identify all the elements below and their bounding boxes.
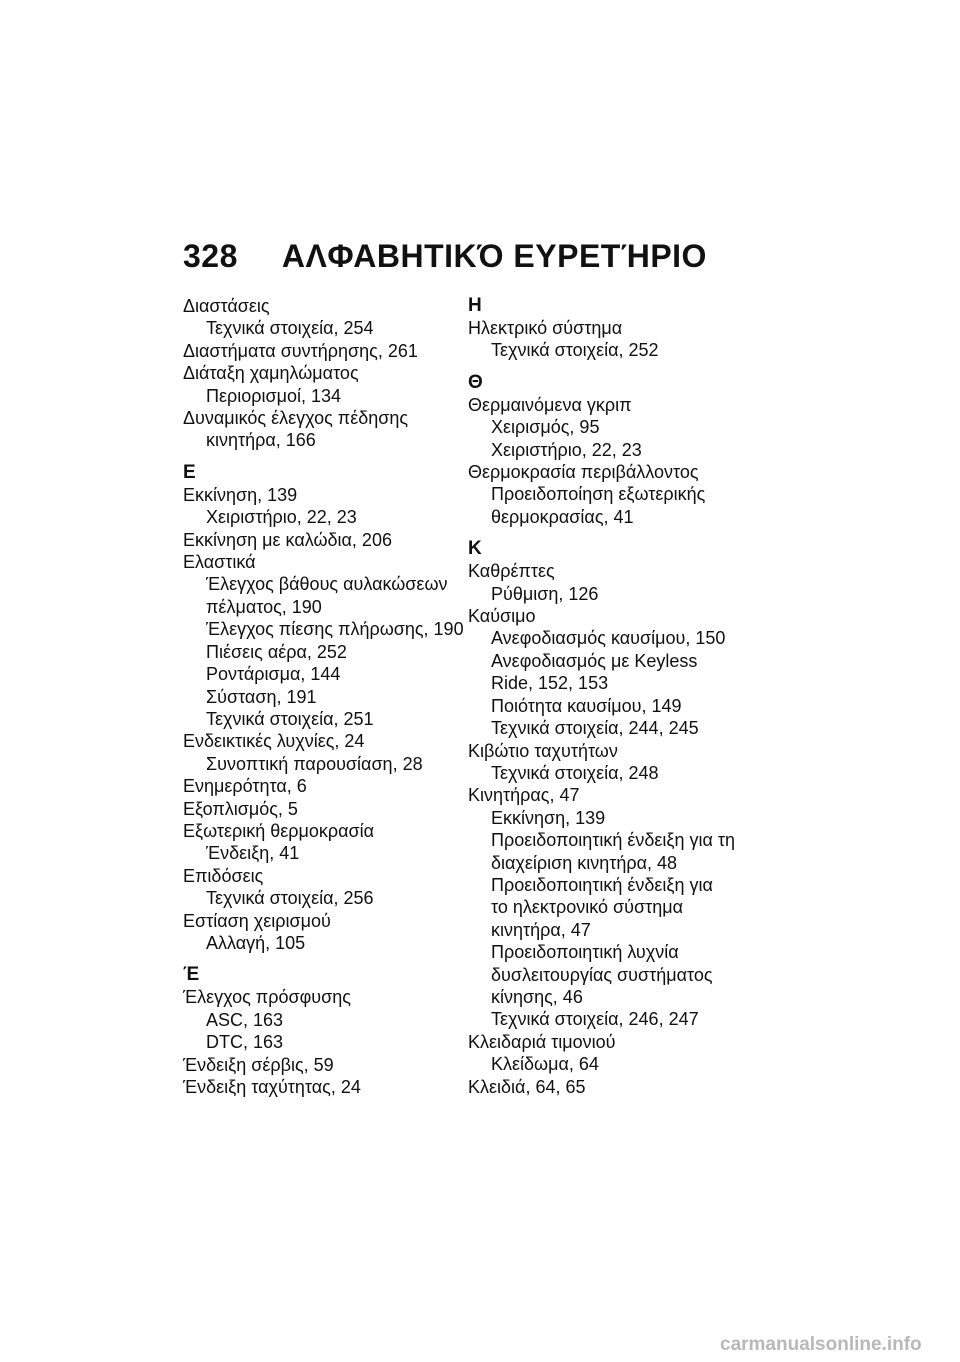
index-subentry: κίνησης, 46: [491, 986, 583, 1007]
index-subentry: Προειδοποιητική λυχνία: [491, 942, 679, 963]
index-entry: Κινητήρας, 47: [468, 785, 580, 806]
index-entry: Εκκίνηση, 139: [183, 484, 298, 505]
index-entry: Ενδεικτικές λυχνίες, 24: [183, 731, 365, 752]
index-letter-heading: Έ: [183, 964, 200, 986]
index-entry: Θερμοκρασία περιβάλλοντος: [468, 462, 699, 483]
index-letter-heading: Η: [468, 295, 482, 316]
index-entry: Εστίαση χειρισμού: [183, 910, 331, 931]
index-column-right: [468, 295, 758, 1098]
index-column-left: [183, 295, 473, 1098]
index-subentry: διαχείριση κινητήρα, 48: [491, 852, 678, 873]
index-letter-heading: Κ: [468, 538, 482, 560]
index-entry: Εξωτερική θερμοκρασία: [183, 820, 375, 841]
index-subentry: Εκκίνηση, 139: [491, 807, 606, 828]
index-subentry: Ποιότητα καυσίμου, 149: [491, 695, 682, 716]
index-subentry: δυσλειτουργίας συστήματος: [491, 964, 713, 985]
index-subentry: Τεχνικά στοιχεία, 248: [491, 762, 659, 783]
index-subentry: Χειρισμός, 95: [491, 417, 600, 438]
index-entry: Θερμαινόμενα γκριπ: [468, 394, 632, 415]
index-subentry: Περιορισμοί, 134: [206, 385, 342, 406]
index-subentry: Ένδειξη, 41: [206, 843, 300, 864]
index-entry: Εξοπλισμός, 5: [183, 798, 298, 819]
index-entry: Καθρέπτες: [468, 561, 555, 582]
index-subentry: Ανεφοδιασμός καυσίμου, 150: [491, 628, 726, 649]
index-entry: Ένδειξη σέρβις, 59: [183, 1054, 334, 1075]
index-subentry: πέλματος, 190: [206, 596, 322, 617]
index-subentry: θερμοκρασίας, 41: [491, 506, 634, 527]
index-subentry: κινητήρα, 47: [491, 919, 591, 940]
index-subentry: Προειδοποιητική ένδειξη για: [491, 874, 713, 895]
index-subentry: Ροντάρισμα, 144: [206, 664, 341, 685]
index-entry: Ελαστικά: [183, 552, 256, 573]
index-subentry: Τεχνικά στοιχεία, 256: [206, 888, 374, 909]
index-entry: Επιδόσεις: [183, 865, 264, 886]
index-entry: Καύσιμο: [468, 606, 536, 627]
index-entry: Δυναμικός έλεγχος πέδησης: [183, 408, 409, 429]
index-subentry: Πιέσεις αέρα, 252: [206, 641, 347, 662]
index-letter-heading: Ε: [183, 461, 196, 483]
index-subentry: Τεχνικά στοιχεία, 254: [206, 318, 374, 339]
index-entry: Διάταξη χαμηλώματος: [183, 363, 359, 384]
index-subentry: Προειδοποιητική ένδειξη για τη: [491, 830, 736, 851]
index-entry: Ενημερότητα, 6: [183, 776, 307, 797]
index-subentry: ASC, 163: [206, 1009, 284, 1030]
page-title: ΑΛΦΑΒΗΤΙΚΌ ΕΥΡΕΤΉΡΙΟ: [281, 238, 707, 274]
index-subentry: Χειριστήριο, 22, 23: [206, 507, 357, 528]
index-subentry: DTC, 163: [206, 1032, 284, 1053]
index-entry: Κιβώτιο ταχυτήτων: [468, 740, 618, 761]
index-entry: Διαστήματα συντήρησης, 261: [183, 340, 418, 361]
index-entry: Κλειδαριά τιμονιού: [468, 1031, 616, 1052]
index-subentry: Ρύθμιση, 126: [491, 583, 599, 604]
index-entry: Διαστάσεις: [183, 296, 270, 316]
index-entry: Ηλεκτρικό σύστημα: [468, 318, 623, 338]
index-entry: Εκκίνηση με καλώδια, 206: [183, 529, 392, 550]
page-header: [183, 238, 707, 275]
index-subentry: το ηλεκτρονικό σύστημα: [491, 897, 684, 918]
index-subentry: Έλεγχος βάθους αυλακώσεων: [206, 574, 448, 595]
index-subentry: Σύσταση, 191: [206, 686, 317, 707]
index-subentry: Αλλαγή, 105: [206, 932, 306, 953]
index-subentry: Τεχνικά στοιχεία, 252: [491, 340, 659, 361]
index-subentry: Κλείδωμα, 64: [491, 1054, 599, 1075]
index-subentry: Χειριστήριο, 22, 23: [491, 439, 642, 460]
watermark[interactable]: carmanualsonline.info: [720, 1334, 922, 1355]
index-entry: Έλεγχος πρόσφυσης: [183, 987, 351, 1008]
index-subentry: Προειδοποίηση εξωτερικής: [491, 484, 706, 505]
index-subentry: Ανεφοδιασμός με Keyless: [491, 650, 698, 671]
index-subentry: Τεχνικά στοιχεία, 251: [206, 708, 374, 729]
index-subentry: Ride, 152, 153: [491, 673, 609, 694]
index-subentry: Έλεγχος πίεσης πλήρωσης, 190: [206, 619, 464, 640]
index-letter-heading: Θ: [468, 371, 483, 393]
index-entry: Κλειδιά, 64, 65: [468, 1076, 586, 1097]
index-subentry: Συνοπτική παρουσίαση, 28: [206, 753, 423, 774]
index-subentry: Τεχνικά στοιχεία, 246, 247: [491, 1009, 699, 1030]
page-number: 328: [183, 238, 238, 274]
index-entry: Ένδειξη ταχύτητας, 24: [183, 1077, 361, 1097]
index-subentry: Τεχνικά στοιχεία, 244, 245: [491, 718, 699, 739]
index-subentry: κινητήρα, 166: [206, 430, 316, 451]
